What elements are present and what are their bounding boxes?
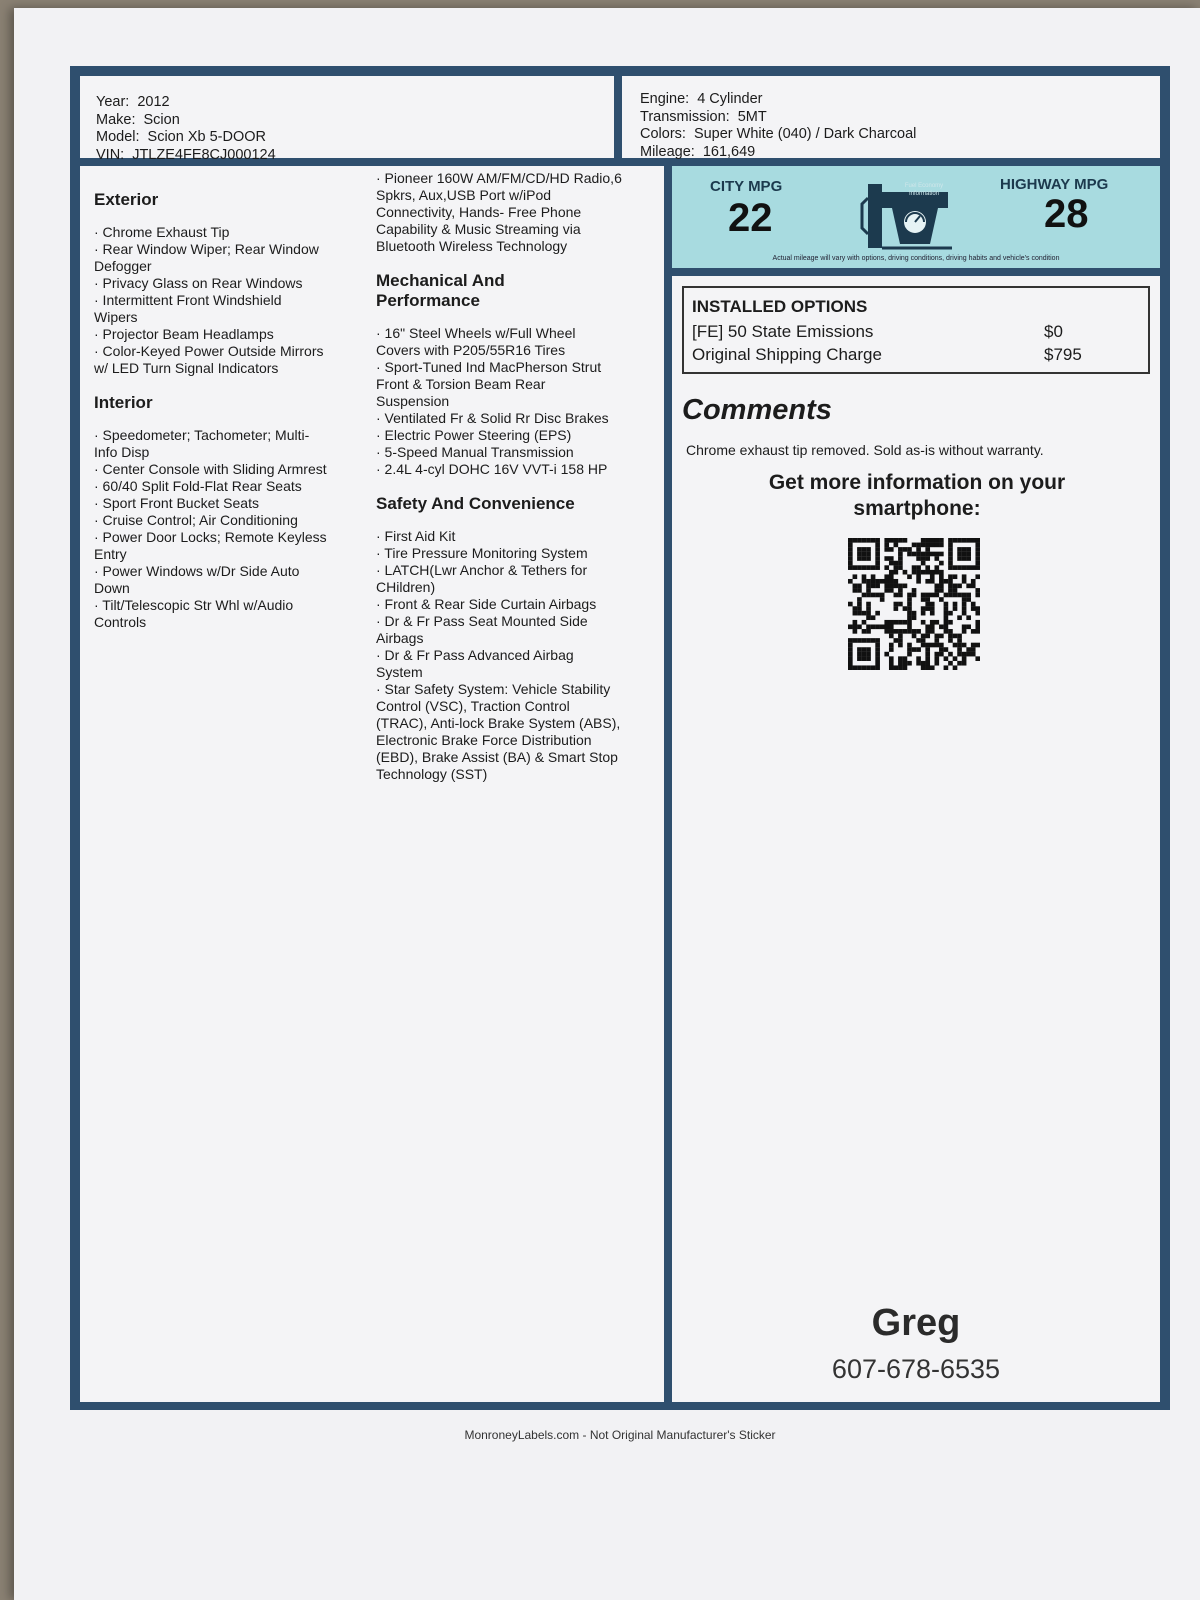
comments-title: Comments <box>682 394 832 426</box>
city-mpg-label: CITY MPG <box>710 178 783 195</box>
fuel-economy-badge: Fuel Economy Information <box>904 183 944 197</box>
features-panel <box>80 166 664 1402</box>
feature-item: Defogger <box>94 258 152 274</box>
feature-item: Wipers <box>94 309 138 325</box>
feature-item: · Dr & Fr Pass Advanced Airbag <box>376 647 574 663</box>
dealer-phone: 607-678-6535 <box>831 1354 1001 1384</box>
feature-item: · Tire Pressure Monitoring System <box>376 545 588 561</box>
model-value: Scion Xb 5-DOOR <box>147 129 266 145</box>
fuel-economy-panel <box>672 166 1160 268</box>
features-column-left <box>94 190 368 631</box>
highway-mpg-label: HIGHWAY MPG <box>1000 176 1109 193</box>
feature-item: Covers with P205/55R16 Tires <box>376 342 566 358</box>
feature-item: · 60/40 Split Fold-Flat Rear Seats <box>94 478 302 494</box>
feature-item: Electronic Brake Force Distribution <box>376 732 592 748</box>
option-row <box>692 345 1138 365</box>
feature-item: Suspension <box>376 393 450 409</box>
mechanical-list <box>376 325 662 478</box>
transmission-line: Transmission: 5MT <box>640 108 767 125</box>
feature-item: · Front & Rear Side Curtain Airbags <box>376 596 597 612</box>
features-column-right <box>376 170 662 783</box>
feature-item: · Power Door Locks; Remote Keyless <box>94 529 327 545</box>
feature-item: Down <box>94 580 130 596</box>
transmission-value: 5MT <box>737 108 767 125</box>
feature-item: · LATCH(Lwr Anchor & Tethers for <box>376 562 588 578</box>
feature-item: · Sport-Tuned Ind MacPherson Strut <box>376 359 602 375</box>
option-name: [FE] 50 State Emissions <box>692 322 874 341</box>
feature-item: · Pioneer 160W AM/FM/CD/HD Radio,6 <box>376 170 622 186</box>
option-price: $795 <box>1044 345 1082 364</box>
year-line: Year: 2012 <box>96 94 170 110</box>
feature-item: · 16" Steel Wheels w/Full Wheel <box>376 325 576 341</box>
feature-item: · Color-Keyed Power Outside Mirrors <box>94 343 324 359</box>
safety-heading: Safety And Convenience <box>376 494 575 513</box>
feature-item: System <box>376 664 423 680</box>
mpg-disclaimer: Actual mileage will vary with options, driving conditions, driving habits and vehicle's condition <box>772 255 1060 262</box>
comments-text: Chrome exhaust tip removed. Sold as-is without warranty. <box>686 442 1044 458</box>
model-line: Model: Scion Xb 5-DOOR <box>96 129 266 145</box>
feature-item: · 5-Speed Manual Transmission <box>376 444 574 460</box>
interior-list <box>94 427 368 631</box>
feature-item: Bluetooth Wireless Technology <box>376 238 568 254</box>
options-comments-panel <box>672 276 1160 1402</box>
feature-item: · Dr & Fr Pass Seat Mounted Side <box>376 613 588 629</box>
feature-item: · 2.4L 4-cyl DOHC 16V VVT-i 158 HP <box>376 461 608 477</box>
colors-line: Colors: Super White (040) / Dark Charcoal <box>640 126 917 142</box>
installed-options-box <box>682 286 1150 374</box>
interior-continued-list <box>376 170 662 255</box>
footer-note: MonroneyLabels.com - Not Original Manufacturer's Sticker <box>464 1428 776 1442</box>
option-price: $0 <box>1044 322 1063 341</box>
make-line: Make: Scion <box>96 111 180 128</box>
feature-item: Entry <box>94 546 127 562</box>
installed-options-title: INSTALLED OPTIONS <box>692 297 868 316</box>
engine-value: 4 Cylinder <box>697 91 763 107</box>
feature-item: · Privacy Glass on Rear Windows <box>94 275 303 291</box>
vehicle-info-panel <box>80 76 614 163</box>
feature-item: CHildren) <box>376 579 436 595</box>
feature-item: · Center Console with Sliding Armrest <box>94 461 327 477</box>
dealer-name: Greg <box>871 1302 961 1344</box>
make-value: Scion <box>143 111 180 128</box>
safety-list <box>376 528 662 783</box>
feature-item: Technology (SST) <box>376 766 488 782</box>
vin-value: JTLZE4FE8CJ000124 <box>132 146 276 163</box>
mechanical-heading: Mechanical And Performance <box>376 271 505 310</box>
exterior-heading: Exterior <box>94 190 159 209</box>
feature-item: · Projector Beam Headlamps <box>94 326 274 342</box>
feature-item: Controls <box>94 614 147 630</box>
exterior-list <box>94 224 368 377</box>
city-mpg-value: 22 <box>728 196 773 240</box>
highway-mpg-value: 28 <box>1044 192 1089 236</box>
feature-item: Info Disp <box>94 444 150 460</box>
feature-item: · Sport Front Bucket Seats <box>94 495 259 511</box>
feature-item: · Speedometer; Tachometer; Multi- <box>94 427 310 443</box>
interior-heading: Interior <box>94 393 153 412</box>
feature-item: · Ventilated Fr & Solid Rr Disc Brakes <box>376 410 609 426</box>
mileage-line: Mileage: 161,649 <box>640 143 756 160</box>
engine-line: Engine: 4 Cylinder <box>640 91 763 107</box>
year-value: 2012 <box>137 94 170 110</box>
feature-item: · Tilt/Telescopic Str Whl w/Audio <box>94 597 294 613</box>
feature-item: · Chrome Exhaust Tip <box>94 224 230 240</box>
feature-item: Control (VSC), Traction Control <box>376 698 570 714</box>
feature-item: (EBD), Brake Assist (BA) & Smart Stop <box>376 749 618 765</box>
feature-item: Spkrs, Aux,USB Port w/iPod <box>376 187 552 203</box>
feature-item: · Electric Power Steering (EPS) <box>376 427 572 443</box>
feature-item: · Cruise Control; Air Conditioning <box>94 512 298 528</box>
feature-item: · Intermittent Front Windshield <box>94 292 282 308</box>
feature-item: Capability & Music Streaming via <box>376 221 581 237</box>
feature-item: w/ LED Turn Signal Indicators <box>94 360 279 376</box>
feature-item: · Star Safety System: Vehicle Stability <box>376 681 611 697</box>
option-name: Original Shipping Charge <box>692 345 882 364</box>
feature-item: (TRAC), Anti-lock Brake System (ABS), <box>376 715 621 731</box>
feature-item: Connectivity, Hands- Free Phone <box>376 204 582 220</box>
mileage-value: 161,649 <box>702 143 756 160</box>
feature-item: · Power Windows w/Dr Side Auto <box>94 563 300 579</box>
qr-code[interactable] <box>848 538 980 670</box>
feature-item: Front & Torsion Beam Rear <box>376 376 546 392</box>
feature-item: Airbags <box>376 630 424 646</box>
smartphone-prompt: Get more information on your smartphone: <box>768 471 1066 520</box>
feature-item: · Rear Window Wiper; Rear Window <box>94 241 319 257</box>
feature-item: · First Aid Kit <box>376 528 456 544</box>
drivetrain-info-panel <box>622 76 1160 158</box>
option-row <box>692 322 1138 342</box>
window-sticker <box>70 66 1170 1410</box>
colors-value: Super White (040) / Dark Charcoal <box>693 126 917 142</box>
vin-line: VIN: JTLZE4FE8CJ000124 <box>96 146 276 163</box>
